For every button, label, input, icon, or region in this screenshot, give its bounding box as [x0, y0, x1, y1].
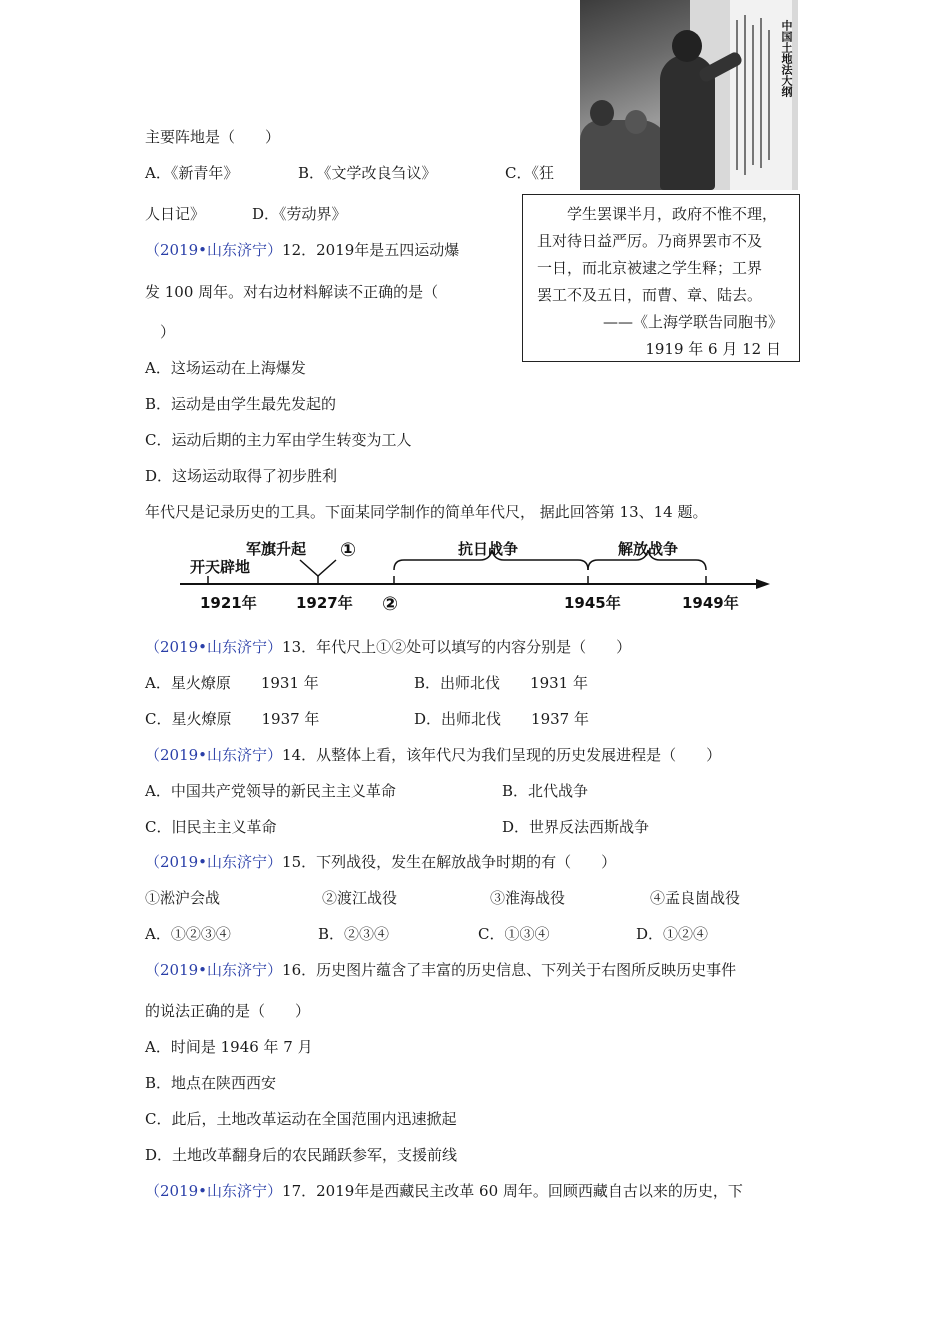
q15-option-c[interactable]: C．①③④ [478, 925, 550, 943]
q11-option-c-cont: 人日记》 [145, 205, 206, 223]
q16-option-b[interactable]: B．地点在陕西西安 [145, 1074, 277, 1092]
q12-option-b[interactable]: B．运动是由学生最先发起的 [145, 395, 337, 413]
year-1945: 1945年 [564, 594, 621, 612]
q14-source: （2019•山东济宁） [145, 746, 283, 764]
timeline-ruler [170, 532, 770, 614]
label-kaitian: 开天辟地 [190, 558, 251, 576]
q15-option-d[interactable]: D．①②④ [636, 925, 709, 943]
q13-option-c[interactable]: C．星火燎原 1937 年 [145, 710, 320, 728]
q11-option-d[interactable]: D．《劳动界》 [252, 205, 347, 223]
q12-stem-line3: ） [145, 323, 176, 341]
q12-option-a[interactable]: A．这场运动在上海爆发 [145, 359, 306, 377]
timeline-intro: 年代尺是记录历史的工具。下面某同学制作的简单年代尺， 据此回答第 13、14 题。 [145, 503, 708, 521]
q14-stem [145, 745, 721, 765]
junqi-pointer [300, 560, 336, 576]
q16-stem-line1 [145, 960, 736, 980]
q16-source: （2019•山东济宁） [145, 961, 283, 979]
q11-option-c[interactable]: C．《狂 [505, 164, 554, 182]
q16-stem-line2: 的说法正确的是（ ） [145, 1002, 311, 1020]
q16-text: 16．历史图片蕴含了丰富的历史信息、下列关于右图所反映历史事件 [282, 961, 737, 979]
q17-text: 17．2019年是西藏民主改革 60 周年。回顾西藏自古以来的历史，下 [282, 1182, 743, 1200]
q13-option-b[interactable]: B．出师北伐 1931 年 [414, 674, 588, 692]
land-law-photo [580, 0, 798, 190]
q16-option-c[interactable]: C．此后，土地改革运动在全国范围内迅速掀起 [145, 1110, 457, 1128]
label-kangri: 抗日战争 [458, 540, 519, 558]
label-jiefang: 解放战争 [618, 540, 679, 558]
timeline-arrow [756, 579, 770, 589]
q14-option-c[interactable]: C．旧民主主义革命 [145, 818, 277, 836]
q15-option-a[interactable]: A．①②③④ [145, 925, 231, 943]
q15-source: （2019•山东济宁） [145, 853, 283, 871]
q16-option-d[interactable]: D．土地改革翻身后的农民踊跃参军，支援前线 [145, 1146, 458, 1164]
q12-text: 12．2019年是五四运动爆 [282, 241, 460, 259]
photo-caption: 中国土地法大纲 [780, 20, 793, 97]
q14-text: 14．从整体上看，该年代尺为我们呈现的历史发展进程是（ ） [282, 746, 722, 764]
q15-item-3: ③淮海战役 [490, 889, 566, 907]
q13-text: 13．年代尺上①②处可以填写的内容分别是（ ） [282, 638, 632, 656]
q14-option-d[interactable]: D．世界反法西斯战争 [502, 818, 650, 836]
q17-stem [145, 1181, 743, 1201]
q11-option-b[interactable]: B．《文学改良刍议》 [298, 164, 437, 182]
q17-source: （2019•山东济宁） [145, 1182, 283, 1200]
q15-item-4: ④孟良崮战役 [650, 889, 741, 907]
q16-option-a[interactable]: A．时间是 1946 年 7 月 [145, 1038, 313, 1056]
q12-stem-line1 [145, 240, 459, 260]
quote-source: ——《上海学联告同胞书》 [602, 313, 783, 331]
q15-option-b[interactable]: B．②③④ [318, 925, 390, 943]
q15-item-1: ①淞沪会战 [145, 889, 221, 907]
label-junqi: 军旗升起 [246, 540, 307, 558]
quote-line2: 且对待日益严厉。乃商界罢市不及 [537, 232, 763, 250]
q15-stem [145, 852, 616, 872]
q13-option-d[interactable]: D．出师北伐 1937 年 [414, 710, 589, 728]
quote-date: 1919 年 6 月 12 日 [645, 340, 781, 358]
q14-option-a[interactable]: A．中国共产党领导的新民主主义革命 [145, 782, 396, 800]
q11-stem: 主要阵地是（ ） [145, 128, 281, 146]
q12-stem-line2: 发 100 周年。对右边材料解读不正确的是（ [145, 283, 439, 301]
q11-option-a[interactable]: A．《新青年》 [145, 164, 239, 182]
year-1927: 1927年 [296, 594, 353, 612]
label-circle1: ① [340, 539, 357, 561]
q12-option-c[interactable]: C．运动后期的主力军由学生转变为工人 [145, 431, 412, 449]
year-1949: 1949年 [682, 594, 739, 612]
label-circle2: ② [382, 593, 399, 614]
q13-option-a[interactable]: A．星火燎原 1931 年 [145, 674, 319, 692]
q12-source: （2019•山东济宁） [145, 241, 283, 259]
q13-source: （2019•山东济宁） [145, 638, 283, 656]
q13-stem [145, 637, 631, 657]
quote-line3: 一日，而北京被逮之学生释；工界 [537, 259, 763, 277]
q15-text: 15．下列战役，发生在解放战争时期的有（ ） [282, 853, 617, 871]
q12-option-d[interactable]: D．这场运动取得了初步胜利 [145, 467, 338, 485]
quote-line4: 罢工不及五日，而曹、章、陆去。 [537, 286, 763, 304]
year-1921: 1921年 [200, 594, 257, 612]
q15-item-2: ②渡江战役 [322, 889, 398, 907]
quote-box [522, 194, 800, 362]
q14-option-b[interactable]: B．北代战争 [502, 782, 589, 800]
quote-line1: 学生罢课半月，政府不惟不理， [567, 205, 778, 223]
